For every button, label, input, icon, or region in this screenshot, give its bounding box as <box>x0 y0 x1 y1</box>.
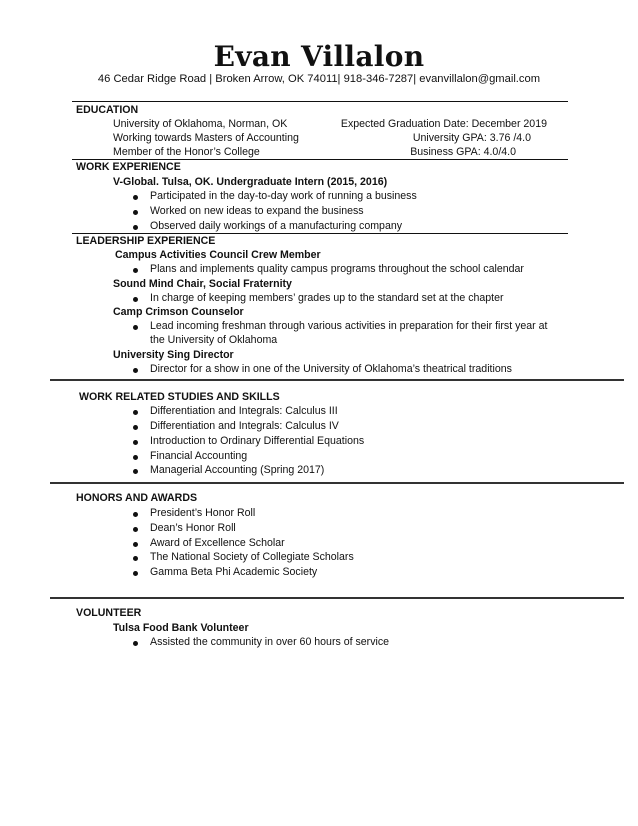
work-bullet: Participated in the day-to-day work of running a business <box>150 190 417 202</box>
bullet-icon <box>133 542 138 547</box>
work-title: V-Global. Tulsa, OK. Undergraduate Intern (2015, 2016) <box>113 176 388 188</box>
section-divider <box>72 101 568 102</box>
bullet-icon <box>133 571 138 576</box>
volunteer-title: Tulsa Food Bank Volunteer <box>113 622 249 634</box>
leadership-role-title: Camp Crimson Counselor <box>113 306 244 318</box>
honors-heading: HONORS AND AWARDS <box>76 492 198 504</box>
section-divider <box>50 379 624 381</box>
honors-bullet: The National Society of Collegiate Scholars <box>150 551 354 563</box>
work-bullet: Worked on new ideas to expand the business <box>150 205 364 217</box>
education-business-gpa: Business GPA: 4.0/4.0 <box>410 146 516 158</box>
work-heading: WORK EXPERIENCE <box>76 161 181 173</box>
bullet-icon <box>133 225 138 230</box>
education-graduation-date: Expected Graduation Date: December 2019 <box>340 118 547 130</box>
studies-heading: WORK RELATED STUDIES AND SKILLS <box>79 391 280 403</box>
candidate-name: Evan Villalon <box>213 40 425 73</box>
section-divider <box>50 482 624 484</box>
bullet-icon <box>133 455 138 460</box>
bullet-icon <box>133 425 138 430</box>
section-divider <box>72 159 568 160</box>
bullet-icon <box>133 368 138 373</box>
leadership-bullet: Plans and implements quality campus programs throughout the school calendar <box>150 263 524 275</box>
education-degree: Working towards Masters of Accounting <box>113 132 299 144</box>
honors-bullet: Gamma Beta Phi Academic Society <box>150 566 318 578</box>
work-bullet: Observed daily workings of a manufacturing company <box>150 220 403 232</box>
bullet-icon <box>133 268 138 273</box>
bullet-icon <box>133 297 138 302</box>
studies-bullet: Differentiation and Integrals: Calculus IV <box>150 420 339 432</box>
education-honors-college: Member of the Honor’s College <box>113 146 260 158</box>
studies-bullet: Financial Accounting <box>150 450 248 462</box>
bullet-icon <box>133 195 138 200</box>
bullet-icon <box>133 469 138 474</box>
section-divider <box>50 597 624 599</box>
bullet-icon <box>133 512 138 517</box>
leadership-bullet: Director for a show in one of the University of Oklahoma’s theatrical traditions <box>150 363 512 375</box>
section-divider <box>72 233 568 234</box>
bullet-icon <box>133 210 138 215</box>
leadership-role-title: University Sing Director <box>113 349 234 361</box>
studies-bullet: Managerial Accounting (Spring 2017) <box>150 464 325 476</box>
leadership-bullet: In charge of keeping members’ grades up to the standard set at the chapter <box>150 292 504 304</box>
bullet-icon <box>133 325 138 330</box>
volunteer-heading: VOLUNTEER <box>76 607 142 619</box>
volunteer-bullet: Assisted the community in over 60 hours of service <box>150 636 390 648</box>
education-heading: EDUCATION <box>76 104 139 116</box>
education-university-gpa: University GPA: 3.76 /4.0 <box>412 132 531 144</box>
leadership-role-title: Sound Mind Chair, Social Fraternity <box>113 278 292 290</box>
education-school: University of Oklahoma, Norman, OK <box>113 118 288 130</box>
honors-bullet: Award of Excellence Scholar <box>150 537 285 549</box>
bullet-icon <box>133 556 138 561</box>
leadership-bullet: Lead incoming freshman through various activities in preparation for their first year at <box>150 320 548 332</box>
honors-bullet: Dean’s Honor Roll <box>150 522 236 534</box>
contact-line: 46 Cedar Ridge Road | Broken Arrow, OK 74011| 918-346-7287| evanvillalon@gmail.com <box>97 73 541 85</box>
bullet-icon <box>133 440 138 445</box>
leadership-role-title: Campus Activities Council Crew Member <box>115 249 321 261</box>
studies-bullet: Differentiation and Integrals: Calculus III <box>150 405 338 417</box>
bullet-icon <box>133 641 138 646</box>
leadership-bullet-continued: the University of Oklahoma <box>150 334 278 346</box>
studies-bullet: Introduction to Ordinary Differential Equations <box>150 435 365 447</box>
bullet-icon <box>133 410 138 415</box>
leadership-heading: LEADERSHIP EXPERIENCE <box>76 235 216 247</box>
honors-bullet: President’s Honor Roll <box>150 507 256 519</box>
bullet-icon <box>133 527 138 532</box>
